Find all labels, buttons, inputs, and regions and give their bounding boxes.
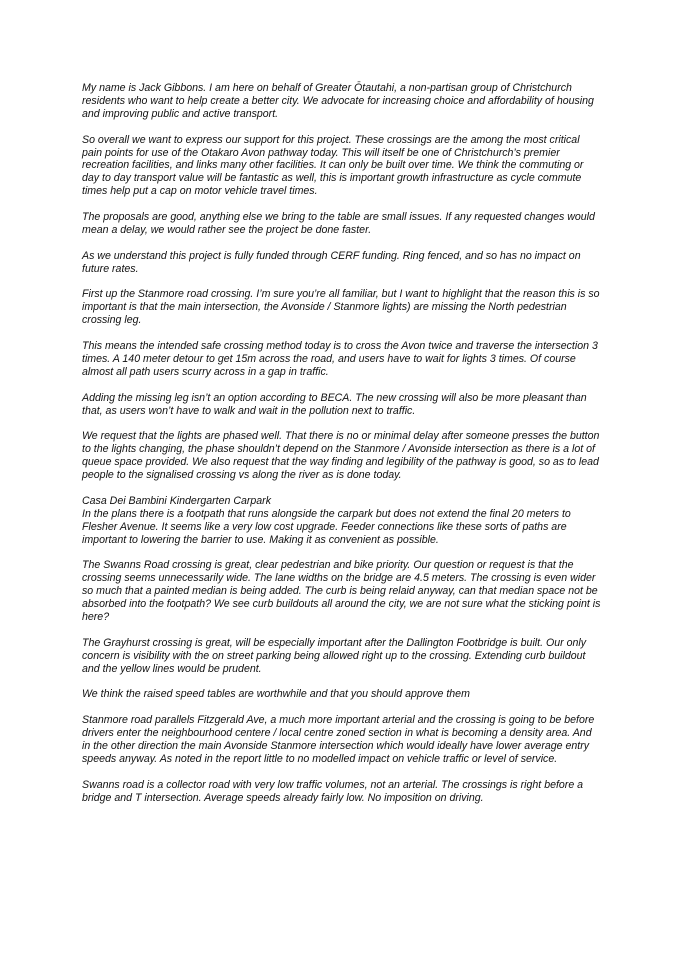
paragraph-stanmore-crossing: First up the Stanmore road crossing. I’m sure you’re all familiar, but I want to highlight that the reason this is so important is that the main intersection, the Avonside / Stanmore lights) are missing the North pedestrian crossing leg. xyxy=(82,288,600,327)
paragraph-introduction: My name is Jack Gibbons. I am here on behalf of Greater Ōtautahi, a non-partisan group of Christchurch residents who want to help create a better city. We advocate for increasing choice and affordability of housing and improving public and active transport. xyxy=(82,82,594,120)
paragraph-support: So overall we want to express our support for this project. These crossings are the among the most critical pain points for use of the Otakaro Avon pathway today. This will itself be one of Christchurch’s premier recreation facilities, and links many other facilities. It can only be built over time. We think the commuting or day to day transport value will be fantastic as well, this is important growth infrastructure as cycle commute times help put a cap on motor vehicle travel times. xyxy=(82,133,584,198)
paragraph-light-phasing: We request that the lights are phased well. That there is no or minimal delay after someone presses the button to the lights changing, the phase shouldn’t depend on the Stanmore / Avonside intersection as there is a lot of queue space provided. We also request that the way finding and legibility of the pathway is good, so as to lead people to the signalised crossing vs along the river as is done today. xyxy=(82,430,600,482)
section-carpark xyxy=(82,495,602,547)
paragraph-speed-tables: We think the raised speed tables are worthwhile and that you should approve them xyxy=(82,688,470,701)
paragraph-stanmore-road: Stanmore road parallels Fitzgerald Ave, a much more important arterial and the crossing is going to be before drivers enter the neighbourhood centere / local centre zoned section in what is becoming a density area. And in the other direction the main Avonside Stanmore intersection which would ideally have lower average entry speeds anyway. As noted in the report little to no modelled impact on vehicle traffic or level of service. xyxy=(82,714,595,765)
paragraph-grayhurst-crossing: The Grayhurst crossing is great, will be especially important after the Dallington Footbridge is built. Our only concern is visibility with the on street parking being allowed right up to the crossing. Extending curb buildout and the yellow lines would be prudent. xyxy=(82,636,587,675)
carpark-heading: Casa Dei Bambini Kindergarten Carpark xyxy=(82,494,272,507)
paragraph-swanns-road: Swanns road is a collector road with very low traffic volumes, not an arterial. The crossings is right before a bridge and T intersection. Average speeds already fairly low. No imposition on driving. xyxy=(82,778,584,804)
document-body xyxy=(82,82,602,817)
paragraph-swanns-crossing: The Swanns Road crossing is great, clear pedestrian and bike priority. Our question or request is that the crossing seems unnecessarily wide. The lane widths on the bridge are 4.5 meters. The crossing is even wider so much that a painted median is being added. The curb is being relaid anyway, can that median space not be absorbed into the footpath? We see curb buildouts all around the city, we are not sure what the sticking point is here? xyxy=(82,559,601,624)
carpark-text: In the plans there is a footpath that runs alongside the carpark but does not extend the final 20 meters to Flesher Avenue. It seems like a very low cost upgrade. Feeder connections like these sorts of paths are important to lowering the barrier to use. Making it as convenient as possible. xyxy=(82,507,571,546)
paragraph-missing-leg: Adding the missing leg isn’t an option according to BECA. The new crossing will also be more pleasant than that, as users won’t have to walk and wait in the pollution next to traffic. xyxy=(82,391,587,417)
paragraph-detour: This means the intended safe crossing method today is to cross the Avon twice and traverse the intersection 3 times. A 140 meter detour to get 15m across the road, and users have to wait for lights 3 times. Of course almost all path users scurry across in a gap in traffic. xyxy=(82,340,598,378)
paragraph-funding: As we understand this project is fully funded through CERF funding. Ring fenced, and so has no impact on future rates. xyxy=(82,249,581,275)
paragraph-proposals: The proposals are good, anything else we bring to the table are small issues. If any requested changes would mean a delay, we would rather see the project be done faster. xyxy=(82,211,595,236)
